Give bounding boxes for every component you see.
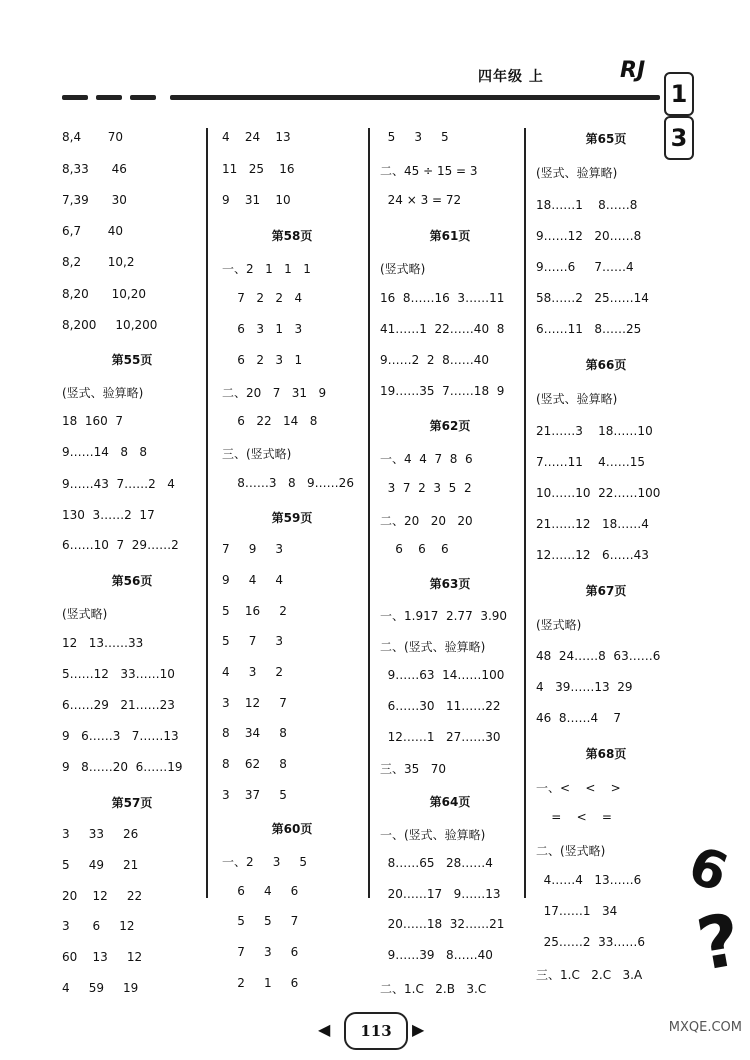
answer-line: 5 7 3 <box>222 634 284 648</box>
answer-line: 一、(竖式、验算略) <box>380 828 486 842</box>
answer-line: 3 6 12 <box>62 919 135 933</box>
answer-line: 一、2 3 5 <box>222 855 308 869</box>
answer-line: 5 16 2 <box>222 604 287 618</box>
answer-line: (竖式、验算略) <box>536 392 618 406</box>
section-title: 第65页 <box>585 132 627 146</box>
answer-line: 8,200 10,200 <box>62 318 158 332</box>
answer-line: 6 3 1 3 <box>222 322 303 336</box>
answer-line: 41……1 22……40 8 <box>380 322 505 336</box>
answer-line: (竖式、验算略) <box>62 386 144 400</box>
answer-line: 8 34 8 <box>222 726 287 740</box>
answer-line: 6……10 7 29……2 <box>62 538 179 552</box>
section-title: 第66页 <box>585 358 627 372</box>
answer-line: 一、4 4 7 8 6 <box>380 452 473 466</box>
watermark: MXQE.COM <box>668 1020 742 1035</box>
section-title: 第59页 <box>271 511 313 525</box>
answer-line: 46 8……4 7 <box>536 711 622 725</box>
answer-line: 二、20 20 20 <box>380 514 473 528</box>
answer-line: 12……1 27……30 <box>380 730 501 744</box>
answer-line: 9……63 14……100 <box>380 668 505 682</box>
answer-line: 58……2 25……14 <box>536 291 649 305</box>
answer-line: 4 39……13 29 <box>536 680 633 694</box>
answer-line: 9……43 7……2 4 <box>62 477 175 491</box>
answer-line: 18 160 7 <box>62 414 124 428</box>
answer-line: 一、< < > <box>536 781 621 795</box>
answer-line: 8,20 10,20 <box>62 287 146 301</box>
dice-face: 1 <box>664 72 694 116</box>
answer-line: 21……3 18……10 <box>536 424 653 438</box>
answer-line: 20……17 9……13 <box>380 887 501 901</box>
left-arrow-icon: ◀ <box>318 1020 331 1039</box>
section-title: 第64页 <box>429 795 471 809</box>
answer-line: 二、45 ÷ 15 = 3 <box>380 164 478 178</box>
answer-line: (竖式略) <box>380 262 426 276</box>
answer-line: = < = <box>536 810 612 824</box>
answer-line: 5……12 33……10 <box>62 667 175 681</box>
answer-line: 9……2 2 8……40 <box>380 353 490 367</box>
answer-line: 9……14 8 8 <box>62 445 148 459</box>
dice-face: 3 <box>664 116 694 160</box>
page-number: 113 <box>344 1012 408 1050</box>
answer-line: 9 8……20 6……19 <box>62 760 183 774</box>
section-title: 第56页 <box>111 574 153 588</box>
answer-column-4 <box>536 0 696 1000</box>
answer-line: 12……12 6……43 <box>536 548 649 562</box>
answer-line: 7 2 2 4 <box>222 291 303 305</box>
answer-line: 8,2 10,2 <box>62 255 135 269</box>
answer-line: 4……4 13……6 <box>536 873 642 887</box>
answer-line: 10……10 22……100 <box>536 486 661 500</box>
answer-line: 二、(竖式略) <box>536 844 606 858</box>
answer-line: 3 33 26 <box>62 827 139 841</box>
answer-line: 6……30 11……22 <box>380 699 501 713</box>
edition-badge: RJ <box>620 58 646 83</box>
answer-line: 8……65 28……4 <box>380 856 493 870</box>
answer-line: 20 12 22 <box>62 889 143 903</box>
answer-line: 6 2 3 1 <box>222 353 303 367</box>
section-title: 第63页 <box>429 577 471 591</box>
answer-line: 5 49 21 <box>62 858 139 872</box>
answer-line: 一、2 1 1 1 <box>222 262 311 276</box>
answer-line: 4 24 13 <box>222 130 291 144</box>
answer-line: 24 × 3 = 72 <box>380 193 462 207</box>
answer-line: 8 62 8 <box>222 757 287 771</box>
right-arrow-icon: ▶ <box>412 1020 425 1039</box>
answer-line: 60 13 12 <box>62 950 143 964</box>
answer-line: 7 9 3 <box>222 542 284 556</box>
answer-line: 9 6……3 7……13 <box>62 729 179 743</box>
answer-line: 三、1.C 2.C 3.A <box>536 968 643 982</box>
answer-line: 5 3 5 <box>380 130 449 144</box>
answer-line: 25……2 33……6 <box>536 935 646 949</box>
answer-line: 8,33 46 <box>62 162 127 176</box>
answer-line: 二、20 7 31 9 <box>222 386 327 400</box>
answer-line: 6 6 6 <box>380 542 449 556</box>
grade-label: 四年级 上 <box>478 69 544 85</box>
answer-line: 20……18 32……21 <box>380 917 505 931</box>
answer-line: 二、1.C 2.B 3.C <box>380 982 487 996</box>
answer-line: 9……39 8……40 <box>380 948 493 962</box>
answer-line: 19……35 7……18 9 <box>380 384 505 398</box>
answer-line: 9 4 4 <box>222 573 284 587</box>
answer-line: 2 1 6 <box>222 976 299 990</box>
section-title: 第67页 <box>585 584 627 598</box>
answer-line: 6 22 14 8 <box>222 414 318 428</box>
section-title: 第58页 <box>271 229 313 243</box>
answer-line: 3 37 5 <box>222 788 287 802</box>
answer-line: 8,4 70 <box>62 130 124 144</box>
answer-line: 3 12 7 <box>222 696 287 710</box>
answer-line: (竖式略) <box>62 607 108 621</box>
decorative-question-icon: ? <box>691 897 747 987</box>
answer-line: 9……6 7……4 <box>536 260 634 274</box>
answer-line: 17……1 34 <box>536 904 618 918</box>
answer-line: 7,39 30 <box>62 193 127 207</box>
answer-line: 6 4 6 <box>222 884 299 898</box>
answer-line: 7 3 6 <box>222 945 299 959</box>
answer-line: 18……1 8……8 <box>536 198 638 212</box>
answer-line: 4 3 2 <box>222 665 284 679</box>
answer-line: 6,7 40 <box>62 224 124 238</box>
answer-line: 9……12 20……8 <box>536 229 642 243</box>
answer-line: 11 25 16 <box>222 162 295 176</box>
answer-line: 3 7 2 3 5 2 <box>380 481 472 495</box>
answer-line: 12 13……33 <box>62 636 144 650</box>
answer-line: 5 5 7 <box>222 914 299 928</box>
answer-line: (竖式略) <box>536 618 582 632</box>
answer-line: 9 31 10 <box>222 193 291 207</box>
answer-line: 三、(竖式略) <box>222 447 292 461</box>
answer-line: 6……11 8……25 <box>536 322 642 336</box>
answer-column-1 <box>62 0 222 1000</box>
answer-line: 21……12 18……4 <box>536 517 649 531</box>
answer-line: 16 8……16 3……11 <box>380 291 505 305</box>
answer-line: 48 24……8 63……6 <box>536 649 661 663</box>
section-title: 第68页 <box>585 747 627 761</box>
answer-line: 6……29 21……23 <box>62 698 175 712</box>
answer-column-2 <box>222 0 382 1000</box>
section-title: 第62页 <box>429 419 471 433</box>
section-title: 第61页 <box>429 229 471 243</box>
answer-line: 二、(竖式、验算略) <box>380 640 486 654</box>
answer-line: (竖式、验算略) <box>536 166 618 180</box>
section-title: 第57页 <box>111 796 153 810</box>
answer-line: 8……3 8 9……26 <box>222 476 354 490</box>
answer-line: 三、35 70 <box>380 762 446 776</box>
section-title: 第55页 <box>111 353 153 367</box>
answer-line: 7……11 4……15 <box>536 455 646 469</box>
answer-column-3 <box>380 0 540 1000</box>
section-title: 第60页 <box>271 822 313 836</box>
answer-line: 4 59 19 <box>62 981 139 995</box>
answer-line: 一、1.917 2.77 3.90 <box>380 609 508 623</box>
answer-line: 130 3……2 17 <box>62 508 155 522</box>
decorative-six-icon: 6 <box>680 835 736 905</box>
